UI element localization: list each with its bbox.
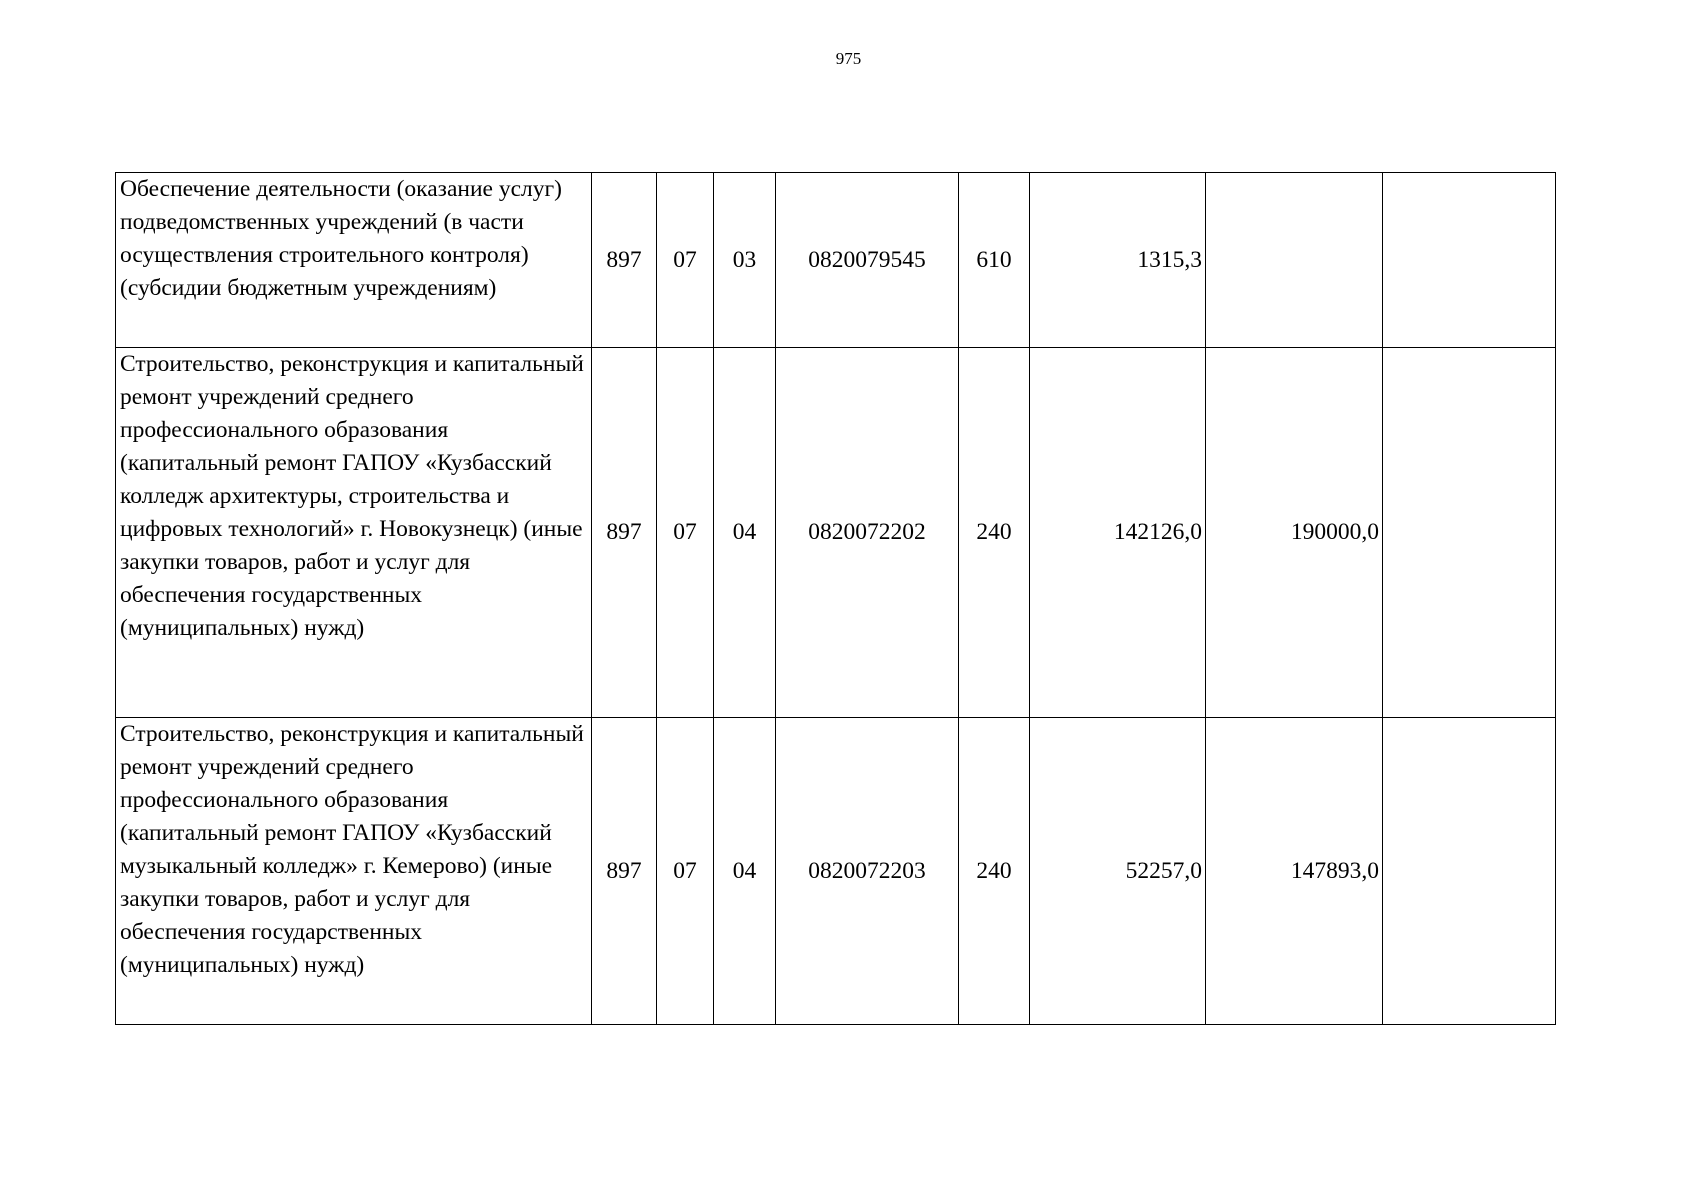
amount-year-3 bbox=[1383, 173, 1556, 348]
section-code: 07 bbox=[657, 718, 714, 1025]
budget-table bbox=[115, 172, 1556, 1025]
target-article-code: 0820079545 bbox=[776, 173, 959, 348]
ministry-code: 897 bbox=[592, 348, 657, 718]
amount-year-2: 190000,0 bbox=[1206, 348, 1383, 718]
subsection-code: 04 bbox=[714, 348, 776, 718]
subsection-code: 03 bbox=[714, 173, 776, 348]
target-article-code: 0820072203 bbox=[776, 718, 959, 1025]
ministry-code: 897 bbox=[592, 173, 657, 348]
expense-type-code: 610 bbox=[959, 173, 1030, 348]
section-code: 07 bbox=[657, 173, 714, 348]
section-code: 07 bbox=[657, 348, 714, 718]
amount-year-2 bbox=[1206, 173, 1383, 348]
amount-year-2: 147893,0 bbox=[1206, 718, 1383, 1025]
amount-year-1: 52257,0 bbox=[1030, 718, 1206, 1025]
expense-type-code: 240 bbox=[959, 348, 1030, 718]
target-article-code: 0820072202 bbox=[776, 348, 959, 718]
amount-year-3 bbox=[1383, 718, 1556, 1025]
page-number: 975 bbox=[835, 49, 862, 68]
table-row bbox=[116, 348, 1556, 718]
table-row bbox=[116, 173, 1556, 348]
amount-year-1: 142126,0 bbox=[1030, 348, 1206, 718]
row-description: Строительство, реконструкция и капитальный ремонт учреждений среднего профессионального образования (капитальный ремонт ГАПОУ «Кузбасский музыкальный колледж» г. Кемерово) (иные закупки товаров, работ и услуг для обеспечения государственных (муниципальных) нужд) bbox=[116, 718, 592, 1025]
row-description: Строительство, реконструкция и капитальный ремонт учреждений среднего профессионального образования (капитальный ремонт ГАПОУ «Кузбасский колледж архитектуры, строительства и цифровых технологий» г. Новокузнецк) (иные закупки товаров, работ и услуг для обеспечения государственных (муниципальных) нужд) bbox=[116, 348, 592, 718]
row-description: Обеспечение деятельности (оказание услуг) подведомственных учреждений (в части осуществления строительного контроля) (субсидии бюджетным учреждениям) bbox=[116, 173, 592, 348]
ministry-code: 897 bbox=[592, 718, 657, 1025]
amount-year-1: 1315,3 bbox=[1030, 173, 1206, 348]
expense-type-code: 240 bbox=[959, 718, 1030, 1025]
subsection-code: 04 bbox=[714, 718, 776, 1025]
amount-year-3 bbox=[1383, 348, 1556, 718]
table-row bbox=[116, 718, 1556, 1025]
